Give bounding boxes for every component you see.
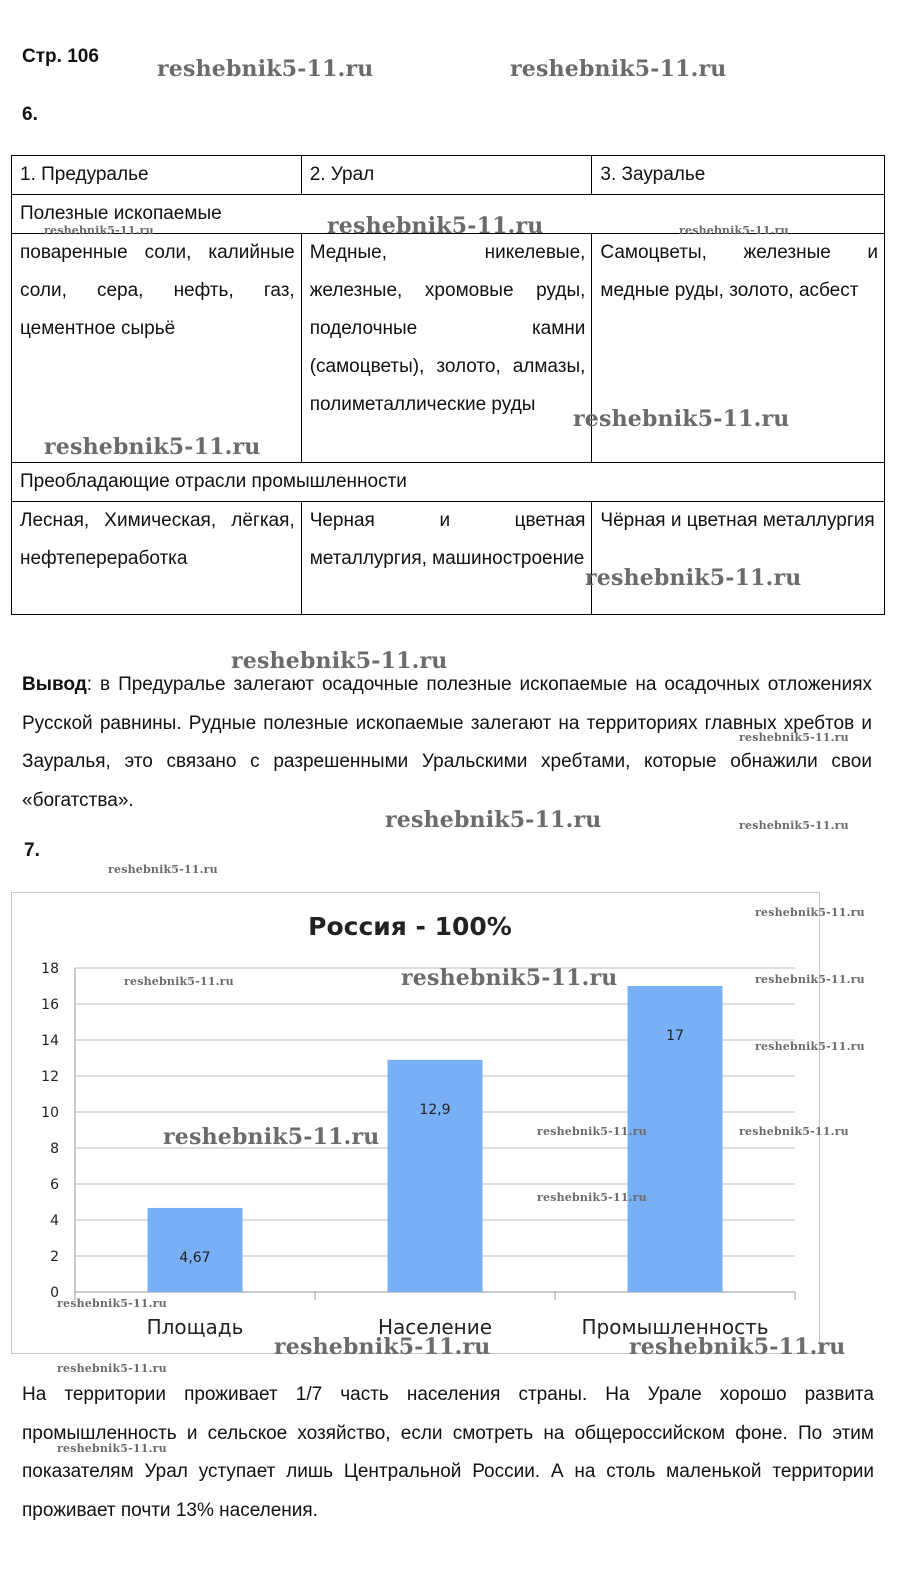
y-tick-label: 2: [50, 1249, 59, 1265]
bar-2: [388, 1060, 483, 1292]
x-category-label: Промышленность: [581, 1315, 769, 1339]
minerals-preduralye: поваренные соли, калийные соли, сера, нефть, газ, цементное сырьё: [12, 234, 302, 463]
industries-preduralye: Лесная, Химическая, лёгкая, нефтепереработка: [12, 502, 302, 615]
table-section-industries: Преобладающие отрасли промышленности: [12, 463, 885, 502]
watermark: reshebnik5-11.ru: [157, 56, 374, 82]
watermark: reshebnik5-11.ru: [755, 1040, 865, 1053]
watermark: reshebnik5-11.ru: [585, 565, 802, 591]
watermark: reshebnik5-11.ru: [231, 648, 448, 674]
minerals-zauralye: Самоцветы, железные и медные руды, золото, асбест: [592, 234, 885, 463]
watermark: reshebnik5-11.ru: [537, 1125, 647, 1138]
data-label: 12,9: [419, 1101, 451, 1118]
table-header-zauralye: 3. Зауралье: [592, 156, 885, 195]
y-tick-label: 14: [41, 1033, 59, 1049]
task-7-number: 7.: [24, 840, 40, 861]
watermark: reshebnik5-11.ru: [108, 863, 218, 876]
y-tick-label: 4: [50, 1213, 59, 1229]
watermark: reshebnik5-11.ru: [57, 1362, 167, 1375]
watermark: reshebnik5-11.ru: [679, 224, 789, 237]
y-tick-label: 8: [50, 1141, 59, 1157]
watermark: reshebnik5-11.ru: [739, 1125, 849, 1138]
watermark: reshebnik5-11.ru: [755, 906, 865, 919]
final-paragraph: На территории проживает 1/7 часть населения страны. На Урале хорошо развита промышленность и сельское хозяйство, если смотреть на общероссийском фоне. По этим показателям Урал уступает лишь Центральной России. А на столь маленькой территории проживает почти 13% населения.: [22, 1384, 874, 1521]
y-tick-label: 12: [41, 1069, 59, 1085]
watermark: reshebnik5-11.ru: [510, 56, 727, 82]
x-category-label: Площадь: [146, 1315, 244, 1339]
watermark: reshebnik5-11.ru: [44, 434, 261, 460]
watermark: reshebnik5-11.ru: [573, 406, 790, 432]
data-label: 4,67: [179, 1249, 211, 1266]
table-header-preduralye: 1. Предуралье: [12, 156, 302, 195]
industries-ural: Черная и цветная металлургия, машиностроение: [301, 502, 592, 615]
data-label: 17: [666, 1028, 684, 1044]
task-6-number: 6.: [22, 104, 38, 125]
watermark: reshebnik5-11.ru: [327, 213, 544, 239]
watermark: reshebnik5-11.ru: [44, 224, 154, 237]
y-tick-label: 16: [41, 997, 59, 1013]
watermark: reshebnik5-11.ru: [755, 973, 865, 986]
watermark: reshebnik5-11.ru: [163, 1124, 380, 1150]
watermark: reshebnik5-11.ru: [385, 807, 602, 833]
watermark: reshebnik5-11.ru: [57, 1442, 167, 1455]
watermark: reshebnik5-11.ru: [629, 1334, 846, 1360]
x-category-label: Население: [377, 1315, 493, 1339]
chart-title: Россия - 100%: [308, 912, 512, 941]
watermark: reshebnik5-11.ru: [124, 975, 234, 988]
watermark: reshebnik5-11.ru: [739, 731, 849, 744]
watermark: reshebnik5-11.ru: [401, 965, 618, 991]
page-number: Стр. 106: [22, 46, 99, 67]
y-tick-label: 10: [41, 1105, 59, 1121]
table-header-ural: 2. Урал: [301, 156, 592, 195]
y-tick-label: 6: [50, 1177, 59, 1193]
industries-zauralye: Чёрная и цветная металлургия: [592, 502, 885, 615]
y-tick-label: 0: [50, 1285, 59, 1301]
watermark: reshebnik5-11.ru: [739, 819, 849, 832]
watermark: reshebnik5-11.ru: [57, 1297, 167, 1310]
watermark: reshebnik5-11.ru: [274, 1334, 491, 1360]
conclusion-label: Вывод: [22, 674, 87, 695]
conclusion-text: : в Предуралье залегают осадочные полезные ископаемые на осадочных отложениях Русской равнины. Рудные полезные ископаемые залегают на территориях главных хребтов и Зауралья, это связано с разрешенными Уральскими хребтами, которые обнажили свои «богатства».: [22, 674, 872, 811]
minerals-ural: Медные, никелевые, железные, хромовые руды, поделочные камни (самоцветы), золото, алмазы, полиметаллические руды: [301, 234, 592, 463]
table-section-minerals: Полезные ископаемые: [12, 195, 885, 234]
watermark: reshebnik5-11.ru: [537, 1191, 647, 1204]
y-tick-label: 18: [41, 961, 59, 977]
